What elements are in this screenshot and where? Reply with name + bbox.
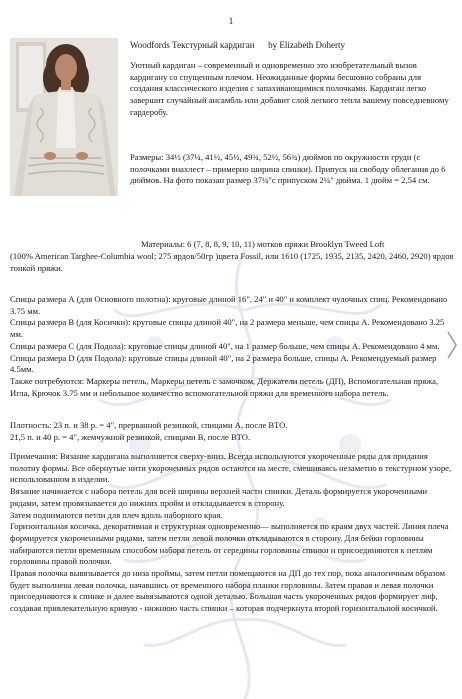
- gauge-line: 21,5 п. и 40 р. = 4", жемчужной резинкой, спицами В, после ВТО.: [10, 431, 251, 442]
- needle-a: Спицы размера А (для Основного полотна): круговые длиной 16", 24" и 40" и комплект чулочных спиц. Рекомендовано 3.75 мм.: [10, 294, 448, 316]
- page-number: 1: [228, 16, 234, 26]
- pattern-name: Woodfords Текстурный кардиган: [130, 40, 255, 50]
- notes-paragraph: Примечания: Вязание кардигана выполняется сверху-вниз. Всегда используются укороченные ряды для придания полотну формы. Все обернутые нити укороченных рядов остаются на месте, смешиваясь незаметно в текстурном узоре, использованном в изделии.: [10, 451, 452, 485]
- sizes-text: Размеры: 34½ (37¼, 41½, 45½, 49¾, 52½, 56¾) дюймов по окружности груди (с полочками внахлест – примерно ширина спинки). Припуск на свободу облегания до 6 дюймов. На фото показан размер 37¼"с припуском 2¼" дюйма. 1 дюйм = 2,54 см.: [130, 152, 446, 186]
- materials-paragraph: [10, 251, 456, 274]
- needle-d: Спицы размера D (для Подола): круговые спицы длиной 40", на 2 размера больше, спицы А. Рекомендуемый размер 4.5мм.: [10, 352, 437, 375]
- pattern-title: [130, 40, 455, 52]
- notes-paragraph: Вязание начинается с набора петель для всей ширины верхней части спинки. Деталь формируется укороченными рядами, затем провязывается до нижних пройм и откладывается в сторону.: [10, 486, 428, 508]
- notes-section: [10, 451, 456, 615]
- gauge-line: Плотность: 23 п. и 38 р. = 4", прерванной резинкой, спицами А, после ВТО.: [10, 420, 288, 430]
- notes-paragraph: Правая полочка вывязывается до низа проймы, затем петли помещаются на ДП до тех пор, пока аналогичным образом будет выполнена левая полочка, начавшись от временного набора планки горловины. Затем правая и левая полочки присоединяются к спинке и далее вывязываются одной деталью. Большая часть укороченных рядов формирует лиф, создавая привлекательную кривую - нижнюю часть спинки – которая подчеркнута второй горизонтальной косичкой.: [10, 568, 446, 614]
- notions: Также потребуются: Маркеры петель, Маркеры петель с замочком, Держатели петель (ДП), Вспомогательная пряжа, Игла, Крючок 3.75 мм и небольшое количество вспомогательной пряжи для временного набора петель.: [10, 375, 439, 398]
- intro-text: Уютный кардиган – современный и одновременно это изобретательный вызов кардигану со спущенным плечом. Неожиданные формы бесшовно собраны для создания классического изделия с запахивающимися полочками. Кардиган легко завершит случайный ансамбль или добавит слой легкого тепла вашему повседневному гардеробу.: [130, 60, 449, 117]
- sizes-paragraph: [130, 152, 452, 187]
- gauge-section: [10, 420, 456, 443]
- chevron-right-icon[interactable]: [446, 330, 458, 360]
- materials-text: (100% American Targhee-Columbia wool; 275 ярдов/50гр )цвета Fossil, или 1610 (1725, 1935, 2135, 2420, 2460, 2920) ярдов тонкой пряжи.: [10, 251, 454, 273]
- pattern-author: by Elizabeth Doherty: [268, 40, 346, 50]
- notes-paragraph: Горизонтальная косичка, декоративная и структурная одновременно— выполняется по краям двух частей. Линия плеча формируется укороченными рядами, затем петли левой полочки откладываются в сторону. Для бейки горловины набираются петли временным способом набора петель от середины горловины спинки и присоединяются к петлям горловины правой полочки.: [10, 521, 449, 567]
- needles-section: [10, 294, 456, 399]
- notes-paragraph: Затем поднимаются петли для плеч вдоль наборного края.: [10, 509, 223, 520]
- cardigan-photo: [10, 38, 118, 196]
- needle-c: Спицы размера С (для Подола): круговые спицы длиной 40", на 1 размер больше, чем спицы А. Рекомендовано 4 мм.: [10, 340, 440, 351]
- intro-paragraph: [130, 60, 452, 119]
- materials-line: Материалы: 6 (7, 8, 8, 9, 10, 11) мотков пряжи Brooklyn Tweed Loft: [141, 239, 385, 249]
- needle-b: Спицы размера В (для Косички): круговые спицы длиной 40", на 2 размера меньше, чем спицы А. Рекомендовано 3.25 мм.: [10, 317, 445, 340]
